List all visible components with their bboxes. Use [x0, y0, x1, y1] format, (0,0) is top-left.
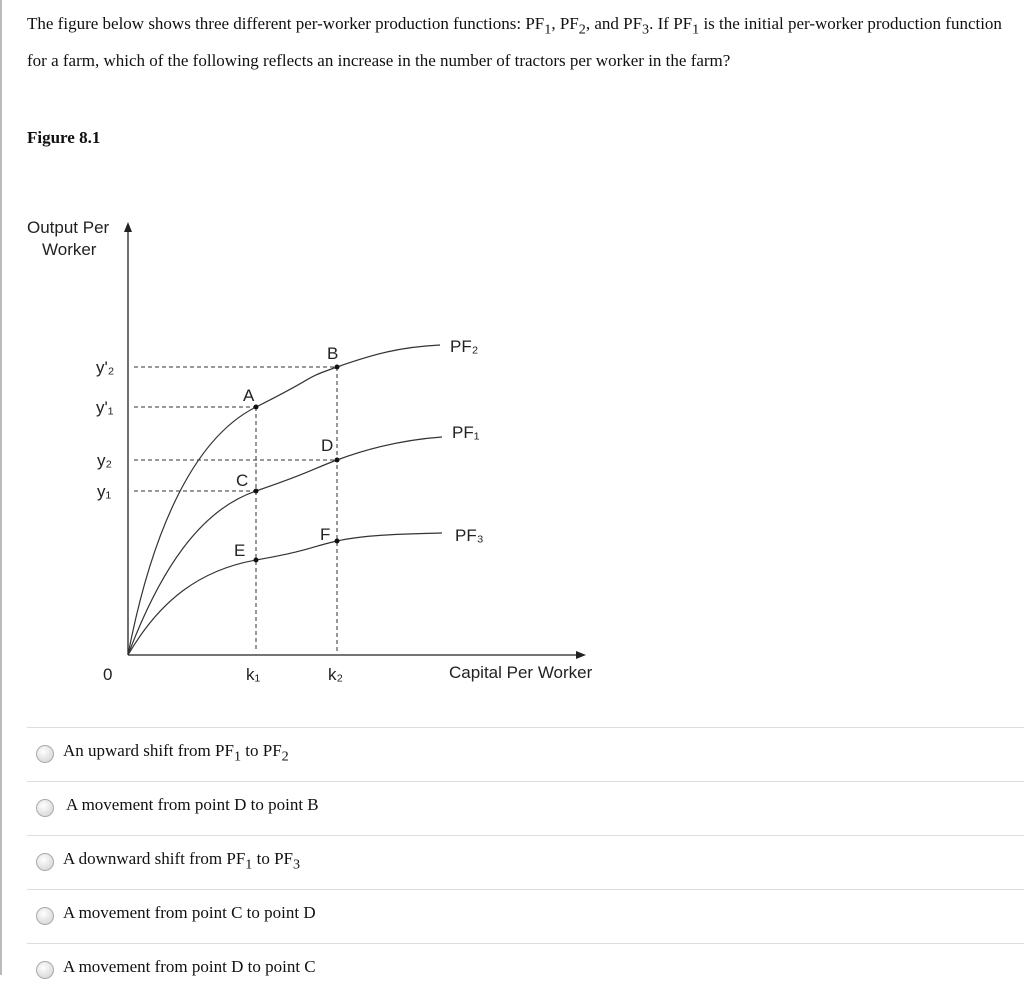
ytick-y2-prime: y'₂	[96, 358, 115, 377]
ytick-y1-prime: y'₁	[96, 398, 114, 417]
label-e: E	[234, 541, 246, 560]
radio-button[interactable]	[36, 961, 54, 979]
answer-option-3[interactable]	[27, 835, 1024, 890]
point-b-dot	[335, 365, 340, 370]
curve-pf3	[128, 533, 442, 655]
point-e-dot	[254, 558, 259, 563]
answer-option-2[interactable]	[27, 781, 1024, 836]
question-text: The figure below shows three different per-worker production functions: $PF_1$, $PF_2$, and $PF_3$. If $PF_1$ is the initial per-worker production function for a farm, which of the following reflects an increase in the number of tractors per worker in the farm?	[27, 14, 1002, 71]
option-label: A movement from point C to point D	[63, 903, 316, 922]
option-label: An upward shift from $PF_1$ to $PF_2$	[63, 741, 289, 765]
point-f-dot	[335, 539, 340, 544]
label-b: B	[327, 344, 339, 363]
answer-option-4[interactable]	[27, 889, 1024, 944]
ytick-y2: y₂	[97, 451, 113, 470]
x-axis-arrow	[576, 651, 586, 659]
answer-option-1[interactable]	[27, 727, 1024, 782]
answer-option-5[interactable]	[27, 943, 1024, 998]
label-d: D	[321, 436, 334, 455]
y-axis-arrow	[124, 222, 132, 232]
label-pf1: PF₁	[452, 423, 480, 442]
point-c-dot	[254, 489, 259, 494]
label-c: C	[236, 471, 249, 490]
production-function-figure	[0, 200, 640, 700]
point-a-dot	[254, 405, 259, 410]
ytick-y1: y₁	[97, 482, 112, 501]
x-axis-label: Capital Per Worker	[449, 663, 593, 682]
curve-pf1	[128, 437, 442, 655]
radio-button[interactable]	[36, 799, 54, 817]
option-label: A movement from point D to point B	[66, 795, 319, 814]
origin-label: 0	[103, 665, 113, 684]
option-label: A movement from point D to point C	[63, 957, 316, 976]
figure-title: Figure 8.1	[27, 128, 101, 147]
radio-button[interactable]	[36, 907, 54, 925]
radio-button[interactable]	[36, 745, 54, 763]
point-d-dot	[335, 458, 340, 463]
xtick-k2: k₂	[328, 665, 344, 684]
label-a: A	[243, 386, 255, 405]
curve-pf2	[128, 345, 440, 655]
radio-button[interactable]	[36, 853, 54, 871]
y-axis-label-1: Output Per	[27, 218, 110, 237]
option-label: A downward shift from $PF_1$ to $PF_3$	[63, 849, 301, 873]
label-f: F	[320, 525, 331, 544]
label-pf3: PF₃	[455, 526, 484, 545]
xtick-k1: k₁	[246, 665, 261, 684]
y-axis-label-2: Worker	[42, 240, 97, 259]
label-pf2: PF₂	[450, 337, 479, 356]
